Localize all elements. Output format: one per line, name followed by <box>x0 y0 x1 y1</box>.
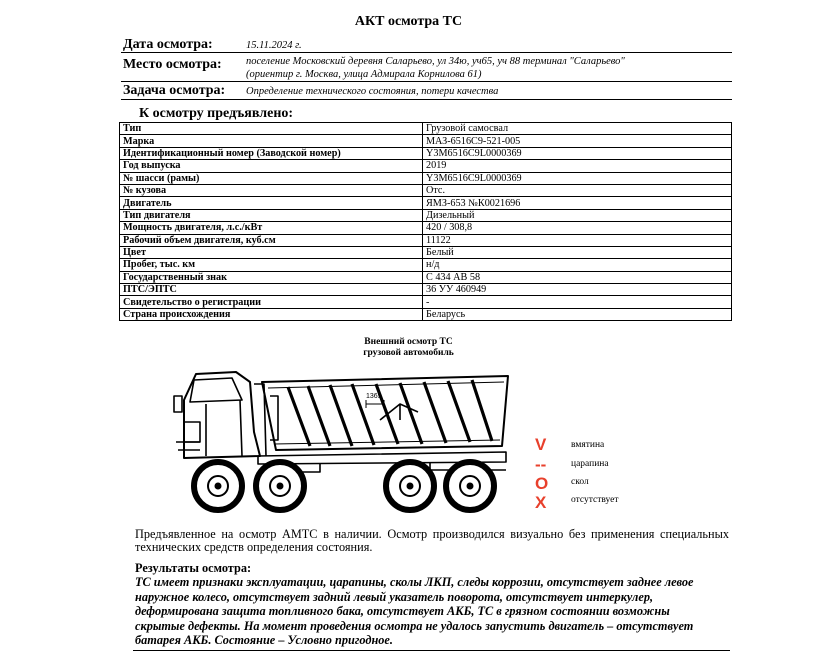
spec-key: Свидетельство о регистрации <box>120 296 423 308</box>
spec-row <box>120 172 732 184</box>
legend-missing-label: отсутствует <box>571 495 619 505</box>
spec-value: ЯМЗ-653 №К0021696 <box>423 197 732 209</box>
results-text <box>135 575 729 648</box>
spec-key: Мощность двигателя, л.с./кВт <box>120 222 423 234</box>
results-line: батарея АКБ. Состояние – Условно пригодное. <box>135 633 393 647</box>
spec-value: Дизельный <box>423 209 732 221</box>
results-title: Результаты осмотра: <box>135 561 252 575</box>
spec-value: Y3M6516C9L0000369 <box>423 172 732 184</box>
legend-chip-mark: O <box>535 474 549 493</box>
spec-key: Тип двигателя <box>120 209 423 221</box>
inspection-paragraph: Предъявленное на осмотр АМТС в наличии. Осмотр производился визуально без применения специальных технических средств определения состояния. <box>135 527 729 554</box>
legend-dent-mark: V <box>535 435 547 454</box>
spec-row <box>120 271 732 283</box>
spec-row <box>120 123 732 135</box>
legend-chip-label: скол <box>571 477 589 487</box>
spec-key: ПТС/ЭПТС <box>120 284 423 296</box>
spec-row <box>120 308 732 320</box>
spec-value: Отс. <box>423 184 732 196</box>
spec-row <box>120 147 732 159</box>
legend-scratch-mark: -- <box>535 455 547 474</box>
spec-value: 420 / 308,8 <box>423 222 732 234</box>
results-line: скрытые дефекты. На момент проведения осмотра не удалось запустить двигатель – отсутствует <box>135 618 694 633</box>
spec-row <box>120 135 732 147</box>
spec-value: Грузовой самосвал <box>423 123 732 135</box>
spec-row <box>120 222 732 234</box>
task-label: Задача осмотра: <box>123 83 226 98</box>
date-value: 15.11.2024 г. <box>246 40 302 51</box>
spec-value: С 434 АВ 58 <box>423 271 732 283</box>
front-wheel-2 <box>256 462 304 510</box>
spec-value: Y3M6516C9L0000369 <box>423 147 732 159</box>
results-underline <box>133 650 730 651</box>
results-line: деформирована защита топливного бака, отсутствует АКБ, ТС в грязном состоянии возможны <box>135 604 670 618</box>
date-underline <box>121 52 732 53</box>
spec-row <box>120 209 732 221</box>
place-label: Место осмотра: <box>123 57 222 72</box>
spec-value: н/д <box>423 259 732 271</box>
dimension-label: 1365 <box>366 393 382 400</box>
results-line: ТС имеет признаки эксплуатации, царапины, сколы ЛКП, следы коррозии, отсутствует заднее левое <box>135 575 694 589</box>
spec-key: Идентификационный номер (Заводской номер) <box>120 147 423 159</box>
spec-row <box>120 284 732 296</box>
spec-key: Государственный знак <box>120 271 423 283</box>
spec-key: № кузова <box>120 184 423 196</box>
spec-value: 36 УУ 460949 <box>423 284 732 296</box>
rear-wheel-1 <box>386 462 434 510</box>
legend-dent-label: вмятина <box>571 440 605 450</box>
task-underline <box>121 99 732 100</box>
results-line: наружное колесо, отсутствует задний левый указатель поворота, отсутствует интеркулер, <box>135 589 654 604</box>
section-title: К осмотру предъявлено: <box>139 106 294 121</box>
spec-row <box>120 246 732 258</box>
date-label: Дата осмотра: <box>123 37 213 52</box>
legend-scratch-label: царапина <box>571 459 609 469</box>
spec-row <box>120 234 732 246</box>
spec-key: № шасси (рамы) <box>120 172 423 184</box>
spec-key: Цвет <box>120 246 423 258</box>
spec-key: Страна происхождения <box>120 308 423 320</box>
place-value-line-2: (ориентир г. Москва, улица Адмирала Корнилова 61) <box>246 69 482 80</box>
spec-key: Рабочий объем двигателя, куб.см <box>120 234 423 246</box>
place-underline <box>121 81 732 82</box>
dump-truck-diagram <box>170 360 520 520</box>
legend-missing-mark: X <box>535 493 547 512</box>
spec-value: 2019 <box>423 160 732 172</box>
spec-value: 11122 <box>423 234 732 246</box>
spec-value: - <box>423 296 732 308</box>
document-title: АКТ осмотра ТС <box>354 14 463 29</box>
spec-row <box>120 259 732 271</box>
spec-key: Год выпуска <box>120 160 423 172</box>
place-value-line-1: поселение Московский деревня Саларьево, ул 34ю, уч65, уч 88 терминал "Саларьево" <box>246 56 625 67</box>
spec-key: Тип <box>120 123 423 135</box>
spec-value: МАЗ-6516С9-521-005 <box>423 135 732 147</box>
spec-row <box>120 160 732 172</box>
task-value: Определение технического состояния, потери качества <box>246 86 499 97</box>
spec-table <box>119 122 732 321</box>
spec-value: Беларусь <box>423 308 732 320</box>
spec-row <box>120 184 732 196</box>
diagram-caption-2: грузовой автомобиль <box>363 348 454 358</box>
spec-row <box>120 197 732 209</box>
rear-wheel-2 <box>446 462 494 510</box>
front-wheel-1 <box>194 462 242 510</box>
spec-key: Двигатель <box>120 197 423 209</box>
diagram-caption-1: Внешний осмотр ТС <box>364 337 453 347</box>
spec-key: Марка <box>120 135 423 147</box>
spec-key: Пробег, тыс. км <box>120 259 423 271</box>
spec-row <box>120 296 732 308</box>
spec-value: Белый <box>423 246 732 258</box>
